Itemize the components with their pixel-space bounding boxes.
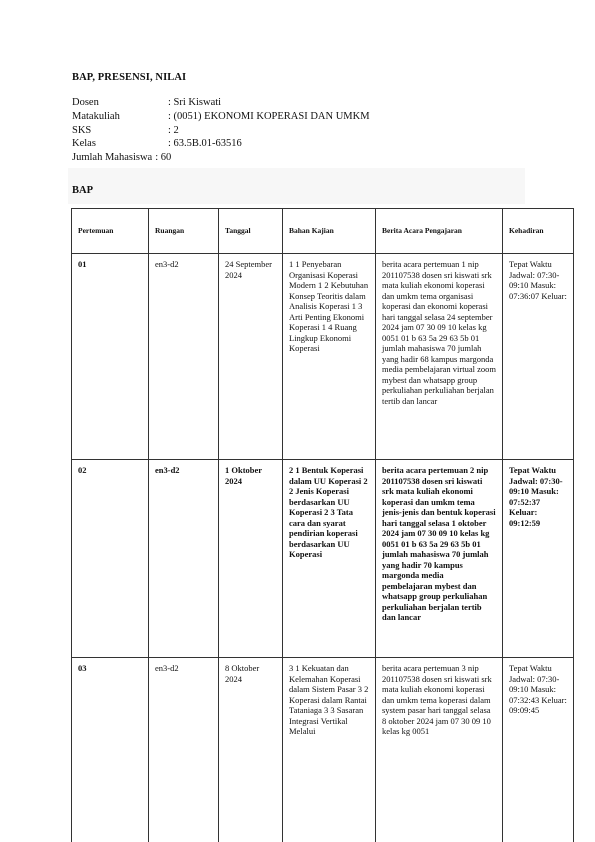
table-row	[72, 460, 574, 658]
cell-bahan-kajian: 1 1 Penyebaran Organisasi Koperasi Modern 1 2 Kebutuhan Konsep Teoritis dalam Analisis Koperasi 1 3 Arti Penting Ekonomi Koperasi 1 4 Ruang Lingkup Ekonomi Koperasi	[283, 254, 376, 460]
course-info	[72, 96, 370, 165]
info-row-matakuliah	[72, 110, 370, 124]
section-background	[68, 168, 525, 204]
column-header-berita-acara: Berita Acara Pengajaran	[376, 209, 503, 254]
info-label: Kelas	[72, 138, 96, 150]
column-header-pertemuan: Pertemuan	[72, 209, 149, 254]
cell-ruangan: en3-d2	[149, 254, 219, 460]
column-header-kehadiran: Kehadiran	[503, 209, 574, 254]
cell-tanggal: 8 Oktober 2024	[219, 658, 283, 842]
cell-tanggal: 1 Oktober 2024	[219, 460, 283, 658]
info-value: : Sri Kiswati	[168, 97, 222, 108]
section-heading-bap: BAP	[72, 185, 93, 196]
info-row-sks	[72, 124, 370, 138]
cell-bahan-kajian: 2 1 Bentuk Koperasi dalam UU Koperasi 2 2 Jenis Koperasi berdasarkan UU Koperasi 2 3 Tata cara dan syarat pendirian koperasi berdasarkan UU Koperasi	[283, 460, 376, 658]
info-label: Dosen	[72, 97, 99, 108]
cell-berita-acara: berita acara pertemuan 1 nip 201107538 dosen sri kiswati srk mata kuliah ekonomi koperasi dan umkm tema organisasi koperasi dan ekonomi koperasi hari tanggal selasa 24 september 2024 jam 07 30 09 10 kelas kg 0051 01 b 63 5a 29 63 5b 01 jumlah mahasiswa 70 jumlah yang hadir 68 kampus margonda media pembelajaran virtual zoom mybest dan whatsapp group perkuliahan perkuliahan berjalan tertib dan lancar	[376, 254, 503, 460]
cell-kehadiran: Tepat Waktu Jadwal: 07:30-09:10 Masuk: 07:36:07 Keluar:	[503, 254, 574, 460]
cell-berita-acara: berita acara pertemuan 2 nip 201107538 dosen sri kiswati srk mata kuliah ekonomi koperasi dan umkm tema jenis-jenis dan bentuk koperasi hari tanggal selasa 1 oktober 2024 jam 07 30 09 10 kelas kg 0051 01 b 63 5a 29 63 5b 01 jumlah mahasiswa 70 jumlah yang hadir 70 kampus margonda media pembelajaran mybest dan whatsapp group perkuliahan perkuliahan berjalan tertib dan lancar	[376, 460, 503, 658]
cell-kehadiran: Tepat Waktu Jadwal: 07:30-09:10 Masuk: 07:52:37 Keluar: 09:12:59	[503, 460, 574, 658]
info-row-dosen	[72, 96, 370, 110]
info-label: Jumlah Mahasiswa	[72, 152, 153, 164]
bap-table	[71, 208, 574, 842]
cell-pertemuan: 01	[72, 254, 149, 460]
table-row	[72, 658, 574, 842]
column-header-ruangan: Ruangan	[149, 209, 219, 254]
info-value: : 63.5B.01-63516	[168, 138, 242, 150]
cell-bahan-kajian: 3 1 Kekuatan dan Kelemahan Koperasi dalam Sistem Pasar 3 2 Koperasi dalam Rantai Tataniaga 3 3 Sasaran Integrasi Vertikal Melalui	[283, 658, 376, 842]
info-value: : 2	[168, 124, 179, 136]
cell-pertemuan: 03	[72, 658, 149, 842]
table-header-row	[72, 209, 574, 254]
cell-ruangan: en3-d2	[149, 658, 219, 842]
info-row-kelas	[72, 137, 370, 151]
table-row	[72, 254, 574, 460]
page-title: BAP, PRESENSI, NILAI	[72, 72, 187, 83]
info-row-jumlah-mahasiswa	[72, 151, 370, 165]
info-value: : (0051) EKONOMI KOPERASI DAN UMKM	[168, 110, 370, 122]
cell-ruangan: en3-d2	[149, 460, 219, 658]
info-label: SKS	[72, 124, 92, 136]
column-header-bahan-kajian: Bahan Kajian	[283, 209, 376, 254]
info-value: : 60	[155, 152, 172, 164]
cell-berita-acara: berita acara pertemuan 3 nip 201107538 dosen sri kiswati srk mata kuliah ekonomi koperasi dan umkm tema koperasi dalam system pasar hari tanggal selasa 8 oktober 2024 jam 07 30 09 10 kelas kg 0051	[376, 658, 503, 842]
cell-kehadiran: Tepat Waktu Jadwal: 07:30-09:10 Masuk: 07:32:43 Keluar: 09:09:45	[503, 658, 574, 842]
info-label: Matakuliah	[72, 110, 120, 122]
column-header-tanggal: Tanggal	[219, 209, 283, 254]
cell-pertemuan: 02	[72, 460, 149, 658]
cell-tanggal: 24 September 2024	[219, 254, 283, 460]
